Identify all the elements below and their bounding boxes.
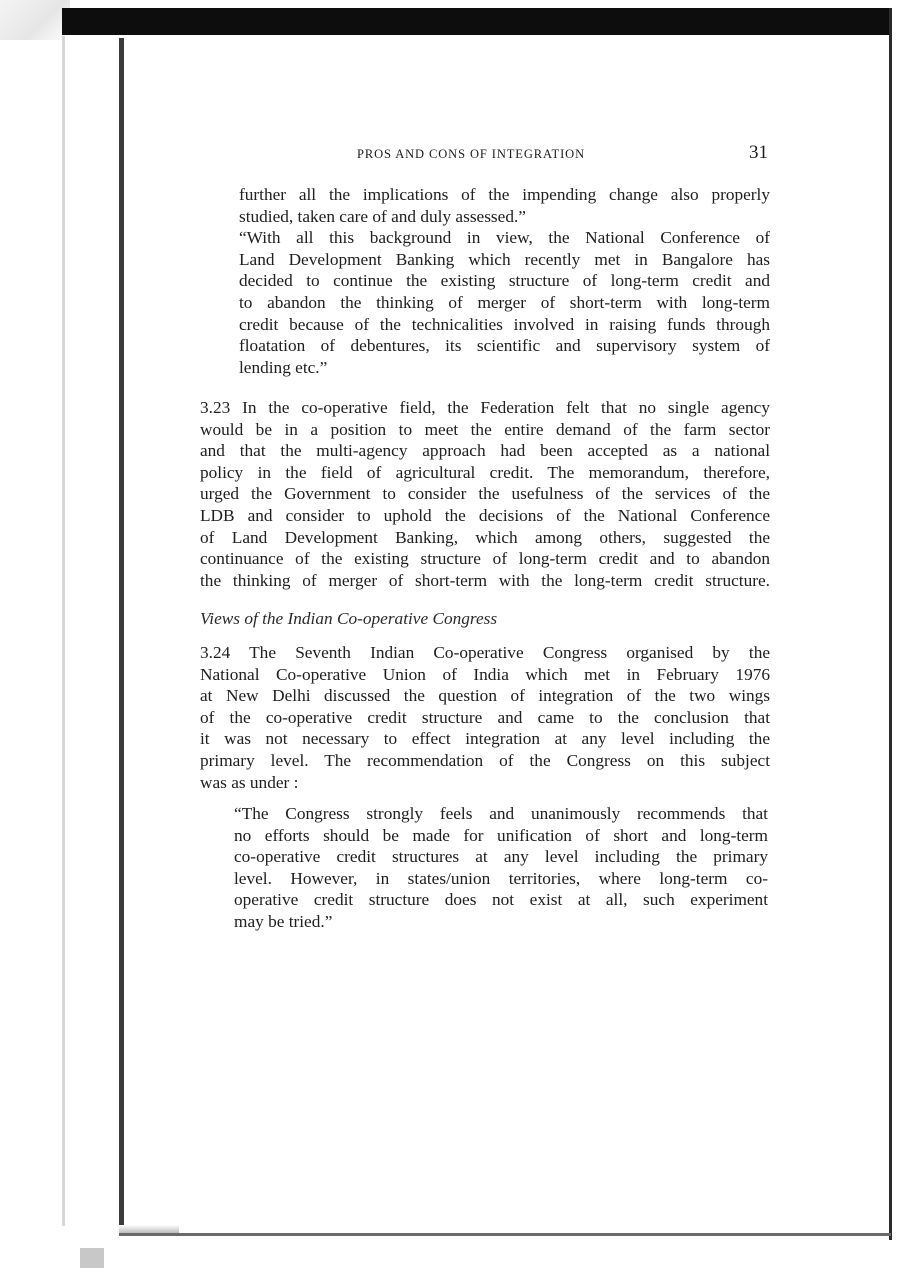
text-line: of Land Development Banking, which among others, suggested the (200, 527, 770, 547)
scan-corner-speck (80, 1248, 104, 1268)
text-line: at New Delhi discussed the question of integration of the two wings (200, 686, 770, 706)
scan-left-shadow (62, 36, 65, 1226)
text-line: level. However, in states/union territories, where long-term co- (234, 868, 768, 888)
quote-continuation (239, 184, 770, 378)
scan-right-border (889, 8, 892, 1240)
text-line: the thinking of merger of short-term with the long-term credit structure. (200, 570, 770, 590)
text-line: to abandon the thinking of merger of short-term with long-term (239, 292, 770, 312)
scan-bottom-border (119, 1233, 891, 1236)
text-line: of the co-operative credit structure and came to the conclusion that (200, 707, 770, 727)
text-line: “With all this background in view, the National Conference of (239, 228, 770, 248)
paragraph-3-24 (200, 642, 770, 793)
text-line: was as under : (200, 772, 299, 792)
text-line: studied, taken care of and duly assessed.” (239, 206, 526, 226)
text-line: lending etc.” (239, 357, 328, 377)
congress-quote (234, 803, 768, 933)
text-line: National Co-operative Union of India which met in February 1976 (200, 664, 770, 684)
text-line: further all the implications of the impending change also properly (239, 185, 770, 204)
text-line: it was not necessary to effect integration at any level including the (200, 729, 770, 749)
text-line: would be in a position to meet the entire demand of the farm sector (200, 419, 770, 439)
text-line: “The Congress strongly feels and unanimously recommends that (234, 804, 768, 823)
scan-corner-artifact (0, 0, 70, 40)
page-number: 31 (749, 142, 768, 163)
text-line: no efforts should be made for unification of short and long-term (234, 825, 768, 845)
scan-left-border (119, 38, 124, 1230)
text-line: Land Development Banking which recently met in Bangalore has (239, 249, 770, 269)
section-heading: Views of the Indian Co-operative Congress (200, 609, 498, 628)
scan-bottom-shadow (119, 1225, 179, 1233)
text-line: continuance of the existing structure of long-term credit and to abandon (200, 549, 770, 569)
text-line: floatation of debentures, its scientific and supervisory system of (239, 336, 770, 356)
running-head (200, 142, 770, 166)
text-line: 3.23 In the co-operative field, the Federation felt that no single agency (200, 398, 770, 417)
text-line: policy in the field of agricultural credit. The memorandum, therefore, (200, 462, 770, 482)
text-line: and that the multi-agency approach had been accepted as a national (200, 441, 770, 461)
text-line: urged the Government to consider the usefulness of the services of the (200, 484, 770, 504)
scan-top-border (62, 8, 892, 35)
text-line: decided to continue the existing structure of long-term credit and (239, 271, 770, 291)
text-line: primary level. The recommendation of the Congress on this subject (200, 750, 770, 770)
text-line: may be tried.” (234, 911, 333, 931)
text-line: operative credit structure does not exist at all, such experiment (234, 890, 768, 910)
paragraph-3-23 (200, 397, 770, 591)
text-line: LDB and consider to uphold the decisions of the National Conference (200, 505, 770, 525)
text-line: 3.24 The Seventh Indian Co-operative Congress organised by the (200, 643, 770, 662)
running-head-title: PROS AND CONS OF INTEGRATION (357, 147, 586, 161)
text-line: credit because of the technicalities involved in raising funds through (239, 314, 770, 334)
text-line: co-operative credit structures at any level including the primary (234, 847, 768, 867)
